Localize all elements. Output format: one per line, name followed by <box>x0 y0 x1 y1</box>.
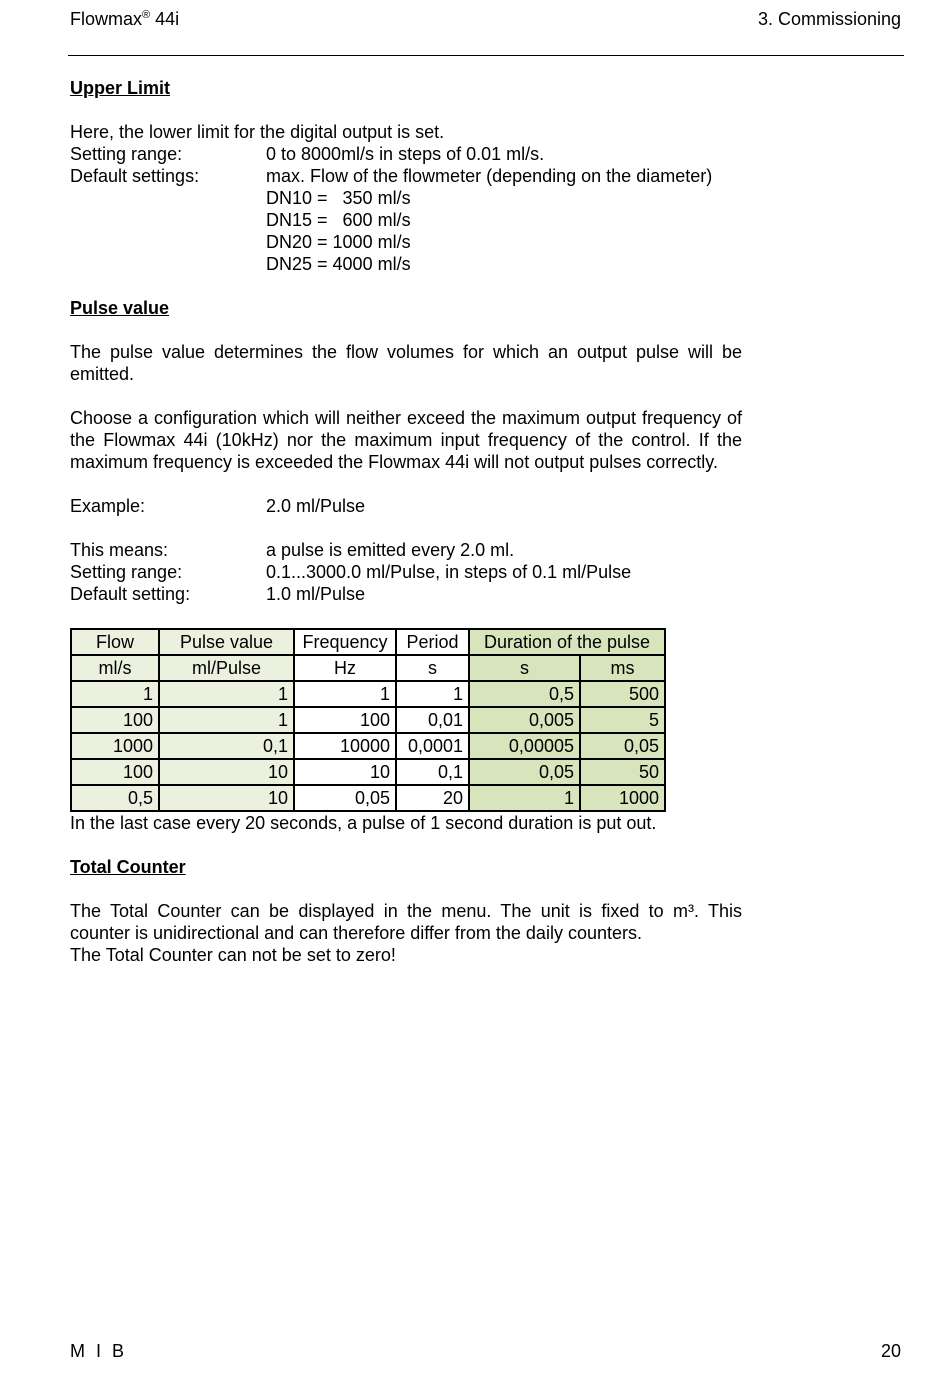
table-cell: 0,05 <box>294 785 396 811</box>
pulse-range-label: Setting range: <box>70 562 183 582</box>
table-cell: 0,05 <box>469 759 580 785</box>
dn-value: DN10 = 350 ml/s <box>266 188 411 208</box>
product-model: 44i <box>155 9 180 29</box>
table-cell: 0,005 <box>469 707 580 733</box>
table-header-cell: Duration of the pulse <box>469 629 665 655</box>
footer-company: M I B <box>70 1341 128 1361</box>
pulse-range-value: 0.1...3000.0 ml/Pulse, in steps of 0.1 ml/Pulse <box>266 562 632 582</box>
table-unit-cell: Hz <box>294 655 396 681</box>
table-cell: 0,5 <box>469 681 580 707</box>
table-unit-cell: s <box>396 655 469 681</box>
total-counter-heading: Total Counter <box>70 857 186 877</box>
table-cell: 1 <box>294 681 396 707</box>
table-cell: 1000 <box>580 785 665 811</box>
dn-value: DN25 = 4000 ml/s <box>266 254 411 274</box>
pulse-value-paragraph-2: Choose a configuration which will neither exceed the maximum output frequency of the Flowmax 44i (10kHz) nor the maximum input frequency of the control. If the maximum frequency is exceeded the Flowmax 44i will not output pulses correctly. <box>70 408 742 472</box>
table-unit-cell: s <box>469 655 580 681</box>
table-row <box>71 785 665 811</box>
setting-range-label: Setting range: <box>70 144 183 164</box>
default-settings-value: max. Flow of the flowmeter (depending on the diameter) <box>266 166 713 186</box>
example-label: Example: <box>70 496 146 516</box>
registered-mark: ® <box>142 9 151 21</box>
table-cell: 100 <box>294 707 396 733</box>
table-note: In the last case every 20 seconds, a pulse of 1 second duration is put out. <box>70 813 657 833</box>
table-cell: 100 <box>71 707 159 733</box>
pulse-default-value: 1.0 ml/Pulse <box>266 584 366 604</box>
example-row <box>70 495 742 517</box>
pulse-value-paragraph-1: The pulse value determines the flow volumes for which an output pulse will be emitted. <box>70 342 742 384</box>
table-cell: 10 <box>159 785 294 811</box>
table-cell: 0,1 <box>159 733 294 759</box>
table-header-cell: Flow <box>71 629 159 655</box>
example-value: 2.0 ml/Pulse <box>266 496 366 516</box>
total-counter-paragraph-2: The Total Counter can not be set to zero! <box>70 945 396 965</box>
table-row <box>71 707 665 733</box>
table-unit-cell: ml/s <box>71 655 159 681</box>
means-label: This means: <box>70 540 169 560</box>
table-cell: 500 <box>580 681 665 707</box>
table-header-row <box>71 629 665 655</box>
table-cell: 0,00005 <box>469 733 580 759</box>
upper-limit-range-row <box>70 143 742 165</box>
table-cell: 20 <box>396 785 469 811</box>
table-cell: 1 <box>159 707 294 733</box>
product-name: Flowmax <box>70 9 143 29</box>
table-cell: 1 <box>71 681 159 707</box>
table-cell: 1 <box>159 681 294 707</box>
table-cell: 5 <box>580 707 665 733</box>
table-row <box>71 759 665 785</box>
upper-limit-default-row <box>70 165 742 187</box>
default-settings-label: Default settings: <box>70 166 200 186</box>
table-units-row <box>71 655 665 681</box>
setting-range-value: 0 to 8000ml/s in steps of 0.01 ml/s. <box>266 144 545 164</box>
means-row <box>70 539 742 561</box>
means-value: a pulse is emitted every 2.0 ml. <box>266 540 515 560</box>
table-header-cell: Pulse value <box>159 629 294 655</box>
page-content <box>70 77 742 966</box>
total-counter-paragraph-1: The Total Counter can be displayed in the menu. The unit is fixed to m³. This counter is unidirectional and can therefore differ from the daily counters. <box>70 901 742 943</box>
table-header-cell: Frequency <box>294 629 396 655</box>
header-product <box>70 9 179 30</box>
dn-value: DN20 = 1000 ml/s <box>266 232 411 252</box>
upper-limit-heading: Upper Limit <box>70 78 171 98</box>
table-unit-cell: ms <box>580 655 665 681</box>
header-section: 3. Commissioning <box>757 9 901 29</box>
header-divider <box>68 55 904 56</box>
table-cell: 1 <box>469 785 580 811</box>
table-cell: 10 <box>159 759 294 785</box>
table-cell: 1000 <box>71 733 159 759</box>
pulse-table <box>70 628 666 812</box>
dn-value: DN15 = 600 ml/s <box>266 210 411 230</box>
table-cell: 10 <box>294 759 396 785</box>
table-unit-cell: ml/Pulse <box>159 655 294 681</box>
table-header-cell: Period <box>396 629 469 655</box>
table-row <box>71 733 665 759</box>
table-cell: 1 <box>396 681 469 707</box>
upper-limit-intro: Here, the lower limit for the digital output is set. <box>70 122 445 142</box>
table-cell: 50 <box>580 759 665 785</box>
pulse-default-label: Default setting: <box>70 584 191 604</box>
page-number: 20 <box>880 1341 901 1361</box>
table-cell: 100 <box>71 759 159 785</box>
table-cell: 0,5 <box>71 785 159 811</box>
table-cell: 10000 <box>294 733 396 759</box>
table-cell: 0,05 <box>580 733 665 759</box>
pulse-value-heading: Pulse value <box>70 298 170 318</box>
table-cell: 0,01 <box>396 707 469 733</box>
table-row <box>71 681 665 707</box>
table-cell: 0,0001 <box>396 733 469 759</box>
table-cell: 0,1 <box>396 759 469 785</box>
pulse-range-row <box>70 561 742 583</box>
pulse-default-row <box>70 583 742 605</box>
